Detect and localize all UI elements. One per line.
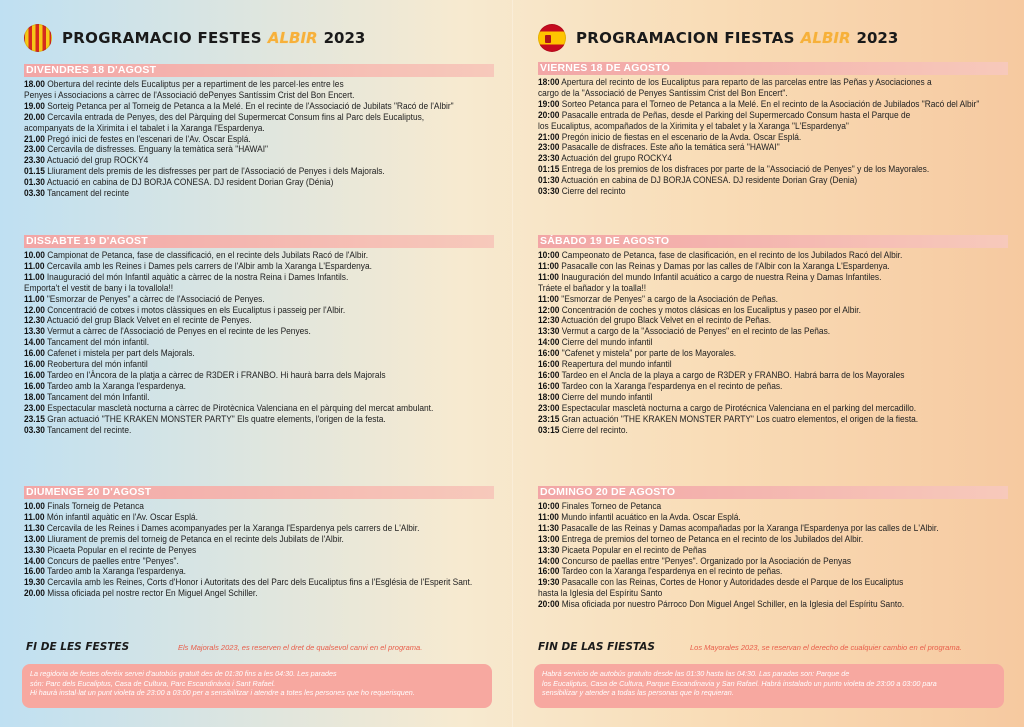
event-time: 11:00 xyxy=(538,293,559,304)
event-time: 21.00 xyxy=(24,133,45,144)
event-time: 14.00 xyxy=(24,337,45,348)
event-time: 16.00 xyxy=(24,566,45,577)
event-text: Missa oficiada pel nostre rector En Miguel Angel Schiller. xyxy=(44,588,258,599)
event-time: 16:00 xyxy=(538,566,560,577)
event-time: 23.00 xyxy=(24,144,45,155)
end-note: Els Majorals 2023, es reserven el dret de qualsevol canvi en el programa. xyxy=(178,643,423,652)
event-time: 12:00 xyxy=(538,304,560,315)
event-row xyxy=(538,337,975,348)
event-row xyxy=(538,381,975,392)
event-time: 21:00 xyxy=(538,131,560,142)
title-accent: ALBIR xyxy=(800,29,851,47)
event-time: 03.30 xyxy=(24,188,45,199)
event-text: Concurso de paellas entre "Penyes". Organizado por la Asociación de Penyas xyxy=(559,555,852,566)
event-text: Cierre del recinto. xyxy=(559,424,628,435)
event-text: Vermut a càrrec de l'Associació de Penyes en el recinte de les Penyes. xyxy=(44,326,311,337)
event-row xyxy=(538,272,975,294)
event-row xyxy=(538,250,975,261)
event-time: 11.00 xyxy=(24,293,45,304)
info-line: són: Parc dels Eucaliptus, Casa de Cultura, Parc Escandinàvia i Sant Rafael. xyxy=(30,678,276,688)
event-row xyxy=(24,250,461,261)
event-row xyxy=(24,566,461,577)
day-heading: DIVENDRES 18 D'AGOST xyxy=(24,64,494,77)
day-section xyxy=(538,231,1008,435)
event-text: Cafenet i mistela per part dels Majorals. xyxy=(44,348,195,359)
event-row xyxy=(24,403,461,414)
event-row xyxy=(24,177,461,188)
event-text: Actuació del grup ROCKY4 xyxy=(44,155,149,166)
event-time: 11:00 xyxy=(538,271,559,282)
event-row xyxy=(24,112,461,134)
event-row xyxy=(538,599,975,610)
event-row xyxy=(24,315,461,326)
event-text: Gran actuació "THE KRAKEN MONSTER PARTY" Els quatre elements, l'origen de la festa. xyxy=(44,413,386,424)
event-time: 03.30 xyxy=(24,424,45,435)
event-text: Finales Torneo de Petanca xyxy=(559,501,662,511)
event-time: 13.00 xyxy=(24,533,45,544)
event-text: Tardeo en l'Àncora de la platja a càrrec de R3DER i FRANBO. Hi haurà barra dels Majorals xyxy=(44,369,386,380)
event-time: 14.00 xyxy=(24,555,45,566)
event-time: 20:00 xyxy=(538,109,560,120)
event-time: 12:30 xyxy=(538,315,560,326)
event-time: 16:00 xyxy=(538,359,560,370)
event-row xyxy=(24,134,461,145)
event-text: Pasacalle con las Reinas, Cortes de Honor y Autoridades desde el Parque de los Eucaliptus xyxy=(559,577,904,588)
event-row xyxy=(24,545,461,556)
event-time: 18:00 xyxy=(538,391,560,402)
page-title: PROGRAMACIO FESTES xyxy=(62,29,262,47)
event-text: Inauguración del mundo Infantil acuático a cargo de nuestra Reina y Damas Infantiles. xyxy=(558,271,882,282)
event-text: Vermut a cargo de la "Associació de Penyes" en el recinto de las Peñas. xyxy=(559,326,831,337)
event-text: Espectacular mascletà nocturna a cargo de Pirotécnica Valenciana en el parking del mercadillo. xyxy=(559,402,917,413)
end-note: Los Mayorales 2023, se reservan el derecho de cualquier cambio en el programa. xyxy=(690,643,962,652)
event-text: Gran actuación "THE KRAKEN MONSTER PARTY" Los cuatro elementos, el origen de la fiesta. xyxy=(559,413,919,424)
event-text: Obertura del recinte dels Eucaliptus per a repartiment de les parcel·les entre les xyxy=(44,79,344,89)
event-time: 16.00 xyxy=(24,359,45,370)
end-title: FI DE LES FESTES xyxy=(26,641,130,653)
event-time: 01.15 xyxy=(24,166,45,177)
event-row xyxy=(24,305,461,316)
event-text: Actuación del grupo ROCKY4 xyxy=(559,153,673,164)
event-text: Inauguració del món Infantil aquàtic a càrrec de la nostra Reina i Dames Infantils. xyxy=(44,271,349,282)
event-text-continued: Penyes i Associacions a càrrec de l'Associació dePenyes Santíssim Crist del Bon Encert. xyxy=(24,89,355,100)
event-text: Cercavila de disfresses. Enguany la temàtica serà "HAWAI" xyxy=(44,144,268,155)
event-time: 01:15 xyxy=(538,164,560,175)
day-section xyxy=(24,231,494,435)
event-time: 16.00 xyxy=(24,369,45,380)
event-time: 11:30 xyxy=(538,522,559,533)
event-time: 18:00 xyxy=(538,77,560,87)
event-row xyxy=(538,305,975,316)
event-row xyxy=(24,414,461,425)
event-row xyxy=(538,523,975,534)
day-section xyxy=(24,60,494,199)
event-row xyxy=(24,425,461,436)
day-section xyxy=(24,482,494,599)
event-row xyxy=(538,142,975,153)
event-text-continued: hasta la Iglesia del Espíritu Santo xyxy=(538,588,663,599)
event-text: Pasacalle de las Reinas y Damas acompañadas por la Xaranga l'Espardenya por las calles de L'Albir. xyxy=(558,522,939,533)
event-row xyxy=(24,144,461,155)
event-row xyxy=(24,523,461,534)
event-text: Reapertura del mundo infantil xyxy=(559,359,672,370)
event-row xyxy=(538,566,975,577)
event-text: Sorteig Petanca per al Torneig de Petanca a la Melé. En el recinte de l'Associació de Jubilats "Racó de l'Albir" xyxy=(44,100,454,111)
event-text: Pregón inicio de fiestas en el escenario de la Avda. Oscar Esplá. xyxy=(559,131,802,142)
event-text: Pregó inici de festes en l'escenari de l'Av. Oscar Esplá. xyxy=(44,133,251,144)
event-row xyxy=(538,77,975,99)
event-row xyxy=(24,359,461,370)
event-row xyxy=(538,370,975,381)
event-row xyxy=(538,132,975,143)
event-time: 20.00 xyxy=(24,111,45,122)
event-row xyxy=(538,577,975,599)
event-row xyxy=(538,348,975,359)
event-row xyxy=(538,294,975,305)
event-list xyxy=(24,250,494,435)
event-text-continued: los Eucaliptus, acompañados de la Xirimita y el tabalet y la Xaranga "L'Espardenya" xyxy=(538,120,849,131)
event-text: Actuació en cabina de DJ BORJA CONESA. DJ resident Dorian Gray (Dénia) xyxy=(44,177,334,188)
event-text-continued: Tráete el bañador y la toalla!! xyxy=(538,282,647,293)
day-heading: VIERNES 18 DE AGOSTO xyxy=(538,62,1008,75)
event-row xyxy=(538,261,975,272)
event-text: Tancament del recinte xyxy=(44,188,130,199)
event-list xyxy=(24,79,494,199)
event-text: Entrega de premios del torneo de Petanca en el recinto de los Jubilados del Albir. xyxy=(559,533,864,544)
page-title: PROGRAMACION FIESTAS xyxy=(576,29,795,47)
event-text: Actuació del grup Black Velvet en el recinte de Penyes. xyxy=(44,315,252,326)
event-time: 01.30 xyxy=(24,177,45,188)
event-row xyxy=(538,403,975,414)
event-time: 11.00 xyxy=(24,260,45,271)
event-row xyxy=(538,315,975,326)
event-row xyxy=(538,545,975,556)
event-time: 10:00 xyxy=(538,250,560,260)
valencian-header xyxy=(24,22,365,54)
event-row xyxy=(24,166,461,177)
event-text: Tancament del món infantil. xyxy=(44,337,150,348)
event-row xyxy=(24,556,461,567)
event-text: Concurs de paelles entre "Penyes". xyxy=(44,555,179,566)
event-text: Misa oficiada por nuestro Párroco Don Miguel Angel Schiller, en la Iglesia del Espíritu Santo. xyxy=(559,599,905,610)
event-time: 18.00 xyxy=(24,391,45,402)
event-text: Entrega de los premios de los disfraces por parte de la "Associació de Penyes" y de los Mayorales. xyxy=(559,164,930,175)
event-text: Campeonato de Petanca, fase de clasificación, en el recinto de los Jubilados Racó del Albir. xyxy=(559,250,903,260)
event-row xyxy=(24,534,461,545)
event-time: 16:00 xyxy=(538,380,560,391)
event-time: 11.00 xyxy=(24,511,45,522)
day-heading: DOMINGO 20 DE AGOSTO xyxy=(538,486,1008,499)
event-row xyxy=(24,155,461,166)
event-text: Concentración de coches y motos clásicas en los Eucaliptus y paseo por el Albir. xyxy=(559,304,861,315)
info-line: los Eucaliptus, Casa de Cultura, Parque Escandinavia y San Rafael. Habrá instalado un punto violeta de 23:00 a 03:00 para xyxy=(542,678,937,688)
event-time: 23:00 xyxy=(538,142,560,153)
event-time: 16:00 xyxy=(538,348,560,359)
event-time: 03:15 xyxy=(538,424,560,435)
event-row xyxy=(24,512,461,523)
info-line: Hi haurà instal·lat un punt violeta de 23:00 a 03:00 per a sensibilitzar i atendre a totes les persones que ho requerisquen. xyxy=(30,688,415,698)
event-time: 10.00 xyxy=(24,501,45,511)
event-row xyxy=(538,414,975,425)
event-text: Sorteo Petanca para el Torneo de Petanca a la Melé. En el recinto de la Asociación de Jubilados "Racó del Albir" xyxy=(559,98,980,109)
event-time: 12.00 xyxy=(24,304,45,315)
event-time: 19.00 xyxy=(24,100,45,111)
event-text: Pasacalle de disfraces. Este año la temática será "HAWAI" xyxy=(559,142,780,153)
event-row xyxy=(24,326,461,337)
event-text: Cierre del mundo infantil xyxy=(559,391,653,402)
day-heading: DIUMENGE 20 D'AGOST xyxy=(24,486,494,499)
event-row xyxy=(538,512,975,523)
event-list xyxy=(538,77,1008,197)
info-line: sensibilizar y atender a todas las personas que lo requieran. xyxy=(542,688,734,698)
event-text: Món infantil aquàtic en l'Av. Oscar Esplá. xyxy=(44,511,198,522)
event-time: 23:00 xyxy=(538,402,560,413)
event-time: 11.00 xyxy=(24,271,45,282)
event-text: Cercavila entrada de Penyes, des del Pàrquing del Supermercat Consum fins al Parc dels Eucaliptus, xyxy=(44,111,425,122)
event-row xyxy=(538,556,975,567)
event-text: Concentració de cotxes i motos clàssiques en els Eucaliptus i passeig per l'Albir. xyxy=(44,304,346,315)
event-text-continued: acompanyats de la Xirimita i el tabalet i la Xaranga l'Espardenya. xyxy=(24,122,265,133)
event-time: 16:00 xyxy=(538,369,560,380)
event-text: Tancament del recinte. xyxy=(44,424,132,435)
spanish-flag-icon xyxy=(538,24,566,52)
event-row xyxy=(538,425,975,436)
event-time: 19:30 xyxy=(538,577,560,588)
event-time: 16.00 xyxy=(24,380,45,391)
event-text: Tardeo con la Xaranga l'espardenya en el recinto de peñas. xyxy=(559,566,783,577)
event-time: 19.30 xyxy=(24,577,45,588)
event-text: Tardeo amb la Xaranga l'espardenya. xyxy=(44,566,186,577)
event-row xyxy=(24,588,461,599)
event-text: Tardeo en el Ancla de la playa a cargo de R3DER y FRANBO. Habrá barra de los Mayorales xyxy=(559,369,905,380)
event-time: 23:15 xyxy=(538,413,560,424)
event-row xyxy=(538,110,975,132)
event-row xyxy=(24,337,461,348)
event-text: "Esmorzar de Penyes" a càrrec de l'Associació de Penyes. xyxy=(44,293,265,304)
event-text: Picaeta Popular en el recinte de Penyes xyxy=(44,544,197,555)
event-time: 19:00 xyxy=(538,98,560,109)
event-time: 01:30 xyxy=(538,175,560,186)
event-time: 11.30 xyxy=(24,522,45,533)
event-time: 11:00 xyxy=(538,511,559,522)
event-row xyxy=(538,98,980,110)
event-text: Mundo infantil acuático en la Avda. Oscar Esplá. xyxy=(558,511,741,522)
event-row xyxy=(538,175,975,186)
event-time: 23:30 xyxy=(538,153,560,164)
event-list xyxy=(538,501,1008,610)
event-time: 20.00 xyxy=(24,588,45,599)
event-text-continued: Emporta't el vestit de bany i la tovallola!! xyxy=(24,282,174,293)
event-text: Campionat de Petanca, fase de classificació, en el recinte dels Jubilats Racó de l'Albir. xyxy=(44,250,369,260)
info-line: Habrá servicio de autobús gratuito desde las 01:30 hasta las 04:30. Las paradas son: Parque de xyxy=(542,669,850,678)
event-row xyxy=(24,392,461,403)
event-text: Pasacalle con las Reinas y Damas por las calles de l'Albir con la Xaranga L'Espardenya. xyxy=(558,260,890,271)
event-text: Apertura del recinto de los Eucaliptus para reparto de las parcelas entre las Peñas y Asociaciones a xyxy=(559,77,932,87)
event-text: "Esmorzar de Penyes" a cargo de la Asociación de Peñas. xyxy=(558,293,778,304)
title-year: 2023 xyxy=(323,29,366,47)
event-text: Tardeo con la Xaranga l'espardenya en el recinto de peñas. xyxy=(559,380,783,391)
event-row xyxy=(538,359,975,370)
event-text: "Cafenet y mistela" por parte de los Mayorales. xyxy=(559,348,737,359)
event-text: Tancament del món Infantil. xyxy=(44,391,150,402)
event-time: 14:00 xyxy=(538,337,560,348)
event-time: 16.00 xyxy=(24,348,45,359)
event-text: Cierre del mundo infantil xyxy=(559,337,653,348)
event-text: Cercavila amb les Reines, Corts d'Honor i Autoritats des del Parc dels Eucaliptus fins a l'Església de l'Esperit Sant. xyxy=(44,577,473,588)
event-time: 18.00 xyxy=(24,79,45,89)
title-year: 2023 xyxy=(856,29,899,47)
event-text: Cercavila amb les Reines i Dames pels carrers de l'Albir amb la Xaranga L'Espardenya. xyxy=(44,260,372,271)
event-row xyxy=(24,370,461,381)
title-accent: ALBIR xyxy=(267,29,318,47)
event-row xyxy=(538,186,975,197)
event-row xyxy=(24,381,461,392)
event-list xyxy=(24,501,494,599)
day-section xyxy=(538,58,1008,197)
valencian-flag-icon xyxy=(24,24,52,52)
event-time: 23.00 xyxy=(24,402,45,413)
event-list xyxy=(538,250,1008,435)
info-line: La regidoria de festes oferéix servei d'autobús gratuït des de 01:30 fins a les 04:30. Les parades xyxy=(30,669,337,678)
event-text: Cierre del recinto xyxy=(559,186,626,197)
event-row xyxy=(24,101,461,112)
event-row xyxy=(24,261,461,272)
event-time: 23.30 xyxy=(24,155,45,166)
event-row xyxy=(24,272,461,294)
event-time: 10:00 xyxy=(538,501,560,511)
event-time: 13:00 xyxy=(538,533,560,544)
day-section xyxy=(538,482,1008,610)
event-row xyxy=(538,501,975,512)
info-box xyxy=(534,664,1004,708)
event-text: Reobertura del món infantil xyxy=(44,359,148,370)
event-time: 13:30 xyxy=(538,326,560,337)
event-time: 11:00 xyxy=(538,260,559,271)
spanish-header xyxy=(538,22,898,54)
event-text: Pasacalle entrada de Peñas, desde el Parking del Supermercado Consum hasta el Parque de xyxy=(559,109,911,120)
event-row xyxy=(538,326,975,337)
event-text: Actuación del grupo Black Velvet en el recinto de Peñas. xyxy=(559,315,772,326)
event-row xyxy=(538,392,975,403)
day-heading: SÁBADO 19 DE AGOSTO xyxy=(538,235,1008,248)
event-row xyxy=(538,164,975,175)
event-text: Picaeta Popular en el recinto de Peñas xyxy=(559,544,707,555)
event-row xyxy=(24,188,461,199)
event-time: 12.30 xyxy=(24,315,45,326)
event-row xyxy=(24,501,461,512)
info-box xyxy=(22,664,492,708)
event-text-continued: cargo de la "Associació de Penyes Santíssim Crist del Bon Encert". xyxy=(538,87,788,98)
event-time: 13:30 xyxy=(538,544,560,555)
event-text: Tardeo amb la Xaranga l'espardenya. xyxy=(44,380,186,391)
event-row xyxy=(24,348,461,359)
event-text: Lliurament dels premis de les disfresses per part de l'Associació de Penyes i dels Majorals. xyxy=(44,166,385,177)
event-text: Finals Torneig de Petanca xyxy=(44,501,144,511)
event-time: 14:00 xyxy=(538,555,560,566)
event-text: Espectacular mascletà nocturna a càrrec de Pirotècnica Valenciana en el pàrquing del mercat ambulant. xyxy=(44,402,434,413)
event-row xyxy=(538,534,975,545)
event-row xyxy=(24,79,461,101)
event-text: Lliurament de premis del torneig de Petanca en el recinte dels Jubilats de l'Albir. xyxy=(44,533,344,544)
end-title: FIN DE LAS FIESTAS xyxy=(538,641,655,653)
event-text: Actuación en cabina de DJ BORJA CONESA. DJ residente Dorian Gray (Denia) xyxy=(559,175,858,186)
event-row xyxy=(24,294,461,305)
event-row xyxy=(24,577,473,588)
event-time: 13.30 xyxy=(24,544,45,555)
day-heading: DISSABTE 19 D'AGOST xyxy=(24,235,494,248)
event-time: 10.00 xyxy=(24,250,45,260)
event-time: 20:00 xyxy=(538,599,560,610)
event-text: Cercavila de les Reines i Dames acompanyades per la Xaranga l'Espardenya pels carrers de L'Albir. xyxy=(44,522,420,533)
event-time: 13.30 xyxy=(24,326,45,337)
event-time: 03:30 xyxy=(538,186,560,197)
event-row xyxy=(538,153,975,164)
event-time: 23.15 xyxy=(24,413,45,424)
